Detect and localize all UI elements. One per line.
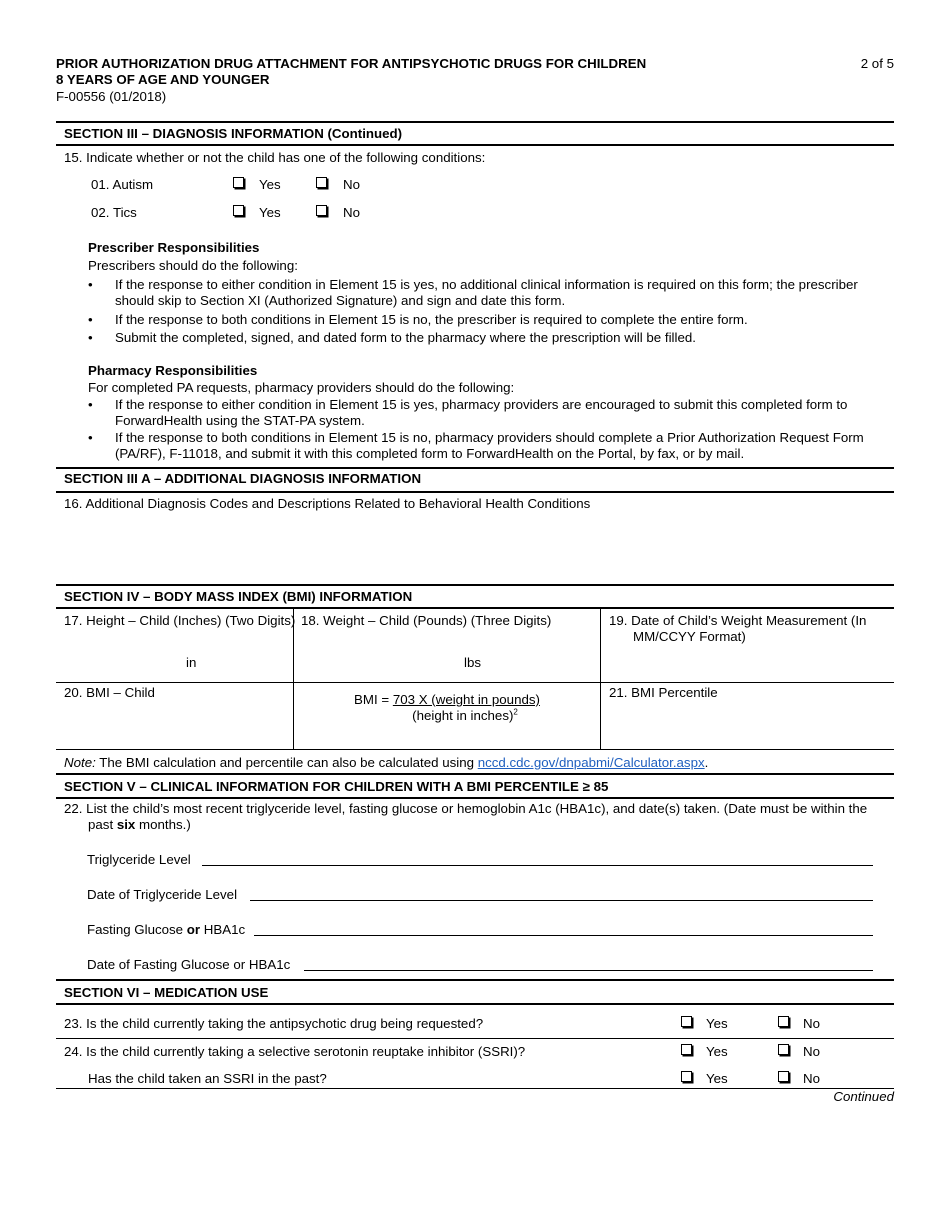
section5-heading: SECTION V – CLINICAL INFORMATION FOR CHILDREN WITH A BMI PERCENTILE ≥ 85 <box>64 779 609 794</box>
divider <box>56 979 894 981</box>
bmi-calculator-link[interactable]: nccd.cdc.gov/dnpabmi/Calculator.aspx <box>477 755 705 770</box>
divider <box>56 1003 894 1005</box>
q23-no-label: No <box>803 1016 820 1031</box>
height-input[interactable] <box>64 646 174 666</box>
bmi-percentile-input[interactable] <box>609 705 889 741</box>
q24-no-checkbox[interactable] <box>778 1044 789 1055</box>
q23-yes-label: Yes <box>706 1016 728 1031</box>
weight-date-input[interactable] <box>609 650 889 674</box>
q24b-no-checkbox[interactable] <box>778 1071 789 1082</box>
q22-text-1: 22. List the child’s most recent triglyceride level, fasting glucose or hemoglobin A1c (HBA1c), and date(s) taken. (Date must be within the past <box>64 801 868 832</box>
q24b-label: Has the child taken an SSRI in the past? <box>88 1071 327 1086</box>
q24-no-label: No <box>803 1044 820 1059</box>
section6-heading: SECTION VI – MEDICATION USE <box>64 985 269 1000</box>
form-id: F-00556 (01/2018) <box>56 89 167 104</box>
q17-label: 17. Height – Child (Inches) (Two Digits) <box>64 613 296 628</box>
table-divider <box>293 608 294 749</box>
q24-yes-label: Yes <box>706 1044 728 1059</box>
divider <box>56 607 894 609</box>
pharmacy-intro: For completed PA requests, pharmacy providers should do the following: <box>88 380 515 395</box>
prescriber-intro: Prescribers should do the following: <box>88 258 298 273</box>
prescriber-bullet-1: If the response to either condition in Element 15 is yes, no additional clinical information is required on this form; the prescriber should skip to Section XI (Authorized Signature) and sign and date this form. <box>115 277 858 308</box>
tics-yes-checkbox[interactable] <box>233 205 244 216</box>
fg-text-1: Fasting Glucose <box>87 922 187 937</box>
bullet: • <box>88 330 93 345</box>
q18-unit: lbs <box>464 655 481 670</box>
q15-label: 15. Indicate whether or not the child has one of the following conditions: <box>64 150 486 165</box>
section3-heading: SECTION III – DIAGNOSIS INFORMATION (Continued) <box>64 126 403 141</box>
q24-label: 24. Is the child currently taking a selective serotonin reuptake inhibitor (SSRI)? <box>64 1044 526 1059</box>
q23-yes-checkbox[interactable] <box>681 1016 692 1027</box>
q17-unit: in <box>186 655 197 670</box>
formula-exponent: 2 <box>513 707 518 717</box>
autism-no-label: No <box>343 177 360 192</box>
divider <box>56 773 894 775</box>
divider <box>56 1088 894 1089</box>
autism-yes-label: Yes <box>259 177 281 192</box>
note-text: The BMI calculation and percentile can also be calculated using <box>95 755 478 770</box>
pharmacy-bullet-1: If the response to either condition in Element 15 is yes, pharmacy providers are encouraged to submit this completed form to ForwardHealth using the STAT-PA system. <box>115 397 848 428</box>
trig-date-input[interactable] <box>250 900 873 901</box>
tics-yes-label: Yes <box>259 205 281 220</box>
fg-or: or <box>186 922 201 937</box>
q22-label <box>64 801 888 833</box>
q24b-no-label: No <box>803 1071 820 1086</box>
table-divider <box>600 608 601 749</box>
q16-label: 16. Additional Diagnosis Codes and Descriptions Related to Behavioral Health Conditions <box>64 496 591 511</box>
q21-label: 21. BMI Percentile <box>609 685 718 700</box>
q23-label: 23. Is the child currently taking the antipsychotic drug being requested? <box>64 1016 484 1031</box>
autism-yes-checkbox[interactable] <box>233 177 244 188</box>
q24b-yes-label: Yes <box>706 1071 728 1086</box>
section4-heading: SECTION IV – BODY MASS INDEX (BMI) INFORMATION <box>64 589 413 604</box>
q24-yes-checkbox[interactable] <box>681 1044 692 1055</box>
note-end: . <box>704 755 709 770</box>
bmi-note <box>64 755 708 770</box>
form-title-line2: 8 YEARS OF AGE AND YOUNGER <box>56 72 270 87</box>
q22-bold: six <box>116 817 136 832</box>
divider <box>56 144 894 146</box>
q22-text-2: months.) <box>135 817 191 832</box>
continued-label: Continued <box>833 1089 894 1104</box>
fg-date-label: Date of Fasting Glucose or HBA1c <box>87 957 291 972</box>
tics-no-checkbox[interactable] <box>316 205 327 216</box>
section3a-heading: SECTION III A – ADDITIONAL DIAGNOSIS INFORMATION <box>64 471 422 486</box>
tics-no-label: No <box>343 205 360 220</box>
condition-tics-label: 02. Tics <box>91 205 137 220</box>
divider <box>56 749 894 750</box>
pharmacy-heading: Pharmacy Responsibilities <box>88 363 258 378</box>
q18-label: 18. Weight – Child (Pounds) (Three Digits) <box>301 613 552 628</box>
fasting-glucose-input[interactable] <box>254 935 873 936</box>
prescriber-bullet-3: Submit the completed, signed, and dated form to the pharmacy where the prescription will be filled. <box>115 330 696 345</box>
weight-input[interactable] <box>301 646 451 666</box>
table-row-divider <box>56 682 293 683</box>
trig-level-input[interactable] <box>202 865 873 866</box>
divider <box>56 121 894 123</box>
form-title-line1: PRIOR AUTHORIZATION DRUG ATTACHMENT FOR ANTIPSYCHOTIC DRUGS FOR CHILDREN <box>56 56 647 71</box>
trig-level-label: Triglyceride Level <box>87 852 191 867</box>
divider <box>56 491 894 493</box>
q20-label: 20. BMI – Child <box>64 685 155 700</box>
fg-text-2: HBA1c <box>200 922 246 937</box>
prescriber-bullet-2: If the response to both conditions in Element 15 is no, the prescriber is required to complete the entire form. <box>115 312 748 327</box>
bullet: • <box>88 397 93 412</box>
divider <box>56 797 894 799</box>
note-label: Note: <box>64 755 96 770</box>
q19-label: 19. Date of Child’s Weight Measurement (In MM/CCYY Format) <box>609 613 867 644</box>
condition-autism-label: 01. Autism <box>91 177 154 192</box>
fasting-glucose-label <box>87 922 245 937</box>
q24b-yes-checkbox[interactable] <box>681 1071 692 1082</box>
divider <box>56 584 894 586</box>
q23-no-checkbox[interactable] <box>778 1016 789 1027</box>
prescriber-heading: Prescriber Responsibilities <box>88 240 260 255</box>
bullet: • <box>88 312 93 327</box>
bullet: • <box>88 277 93 292</box>
formula-prefix: BMI = <box>354 692 393 707</box>
trig-date-label: Date of Triglyceride Level <box>87 887 238 902</box>
table-row-divider <box>294 682 894 683</box>
formula-numerator: 703 X (weight in pounds) <box>392 692 540 707</box>
autism-no-checkbox[interactable] <box>316 177 327 188</box>
fg-date-input[interactable] <box>304 970 873 971</box>
pharmacy-bullet-2: If the response to both conditions in Element 15 is no, pharmacy providers should complete a Prior Authorization Request Form (PA/RF), F-11018, and submit it with this completed form to ForwardHealth on the Portal, by fax, or by mail. <box>115 430 864 461</box>
bmi-formula <box>294 692 600 724</box>
divider <box>56 1038 894 1039</box>
formula-denominator: (height in inches) <box>412 708 514 723</box>
q16-input-area[interactable] <box>64 514 890 580</box>
divider <box>56 467 894 469</box>
bullet: • <box>88 430 93 445</box>
bmi-input[interactable] <box>64 705 279 741</box>
page-number: 2 of 5 <box>860 56 894 71</box>
